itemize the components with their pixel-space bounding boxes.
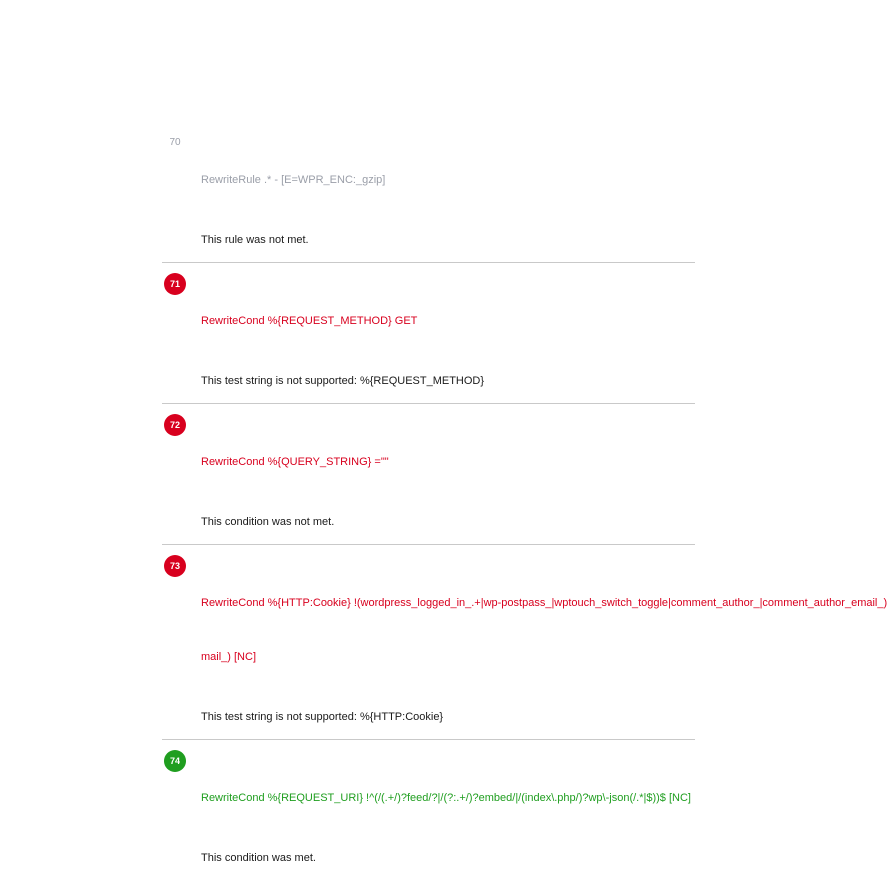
line-number: 70: [169, 136, 181, 148]
rule-result: This condition was met.: [201, 852, 316, 864]
rule-directive: [201, 553, 887, 702]
rule-result: This test string is not supported: %{REQUEST_METHOD}: [201, 375, 485, 387]
rewrite-rule-results: [162, 128, 887, 880]
line-number-badge: 74: [164, 750, 186, 772]
rule-result: This test string is not supported: %{HTTP:Cookie}: [201, 711, 444, 723]
directive-line: RewriteRule .* - [E=WPR_ENC:_gzip]: [201, 174, 386, 186]
rule-directive: [201, 130, 695, 225]
rule-row-71: [162, 263, 695, 404]
line-number-badge: 71: [164, 273, 186, 295]
line-number-badge: 73: [164, 555, 186, 577]
rule-row-74: [162, 740, 695, 880]
rule-row-72: [162, 404, 695, 545]
rule-row-73: [162, 545, 887, 740]
rule-row-70: [162, 128, 695, 263]
rule-result: This rule was not met.: [201, 234, 309, 246]
rule-directive: [201, 748, 695, 843]
directive-line: mail_) [NC]: [201, 651, 257, 663]
directive-line: RewriteCond %{REQUEST_URI} !^(/(.+/)?feed/?|/(?:.+/)?embed/|/(index\.php/)?wp\-json(/.*|$))$ [NC]: [201, 792, 691, 804]
rule-directive: [201, 412, 695, 507]
directive-line: RewriteCond %{REQUEST_METHOD} GET: [201, 315, 418, 327]
directive-line: RewriteCond %{HTTP:Cookie} !(wordpress_logged_in_.+|wp-postpass_|wptouch_switch_toggle|comment_author_|comment_author_email_): [201, 597, 887, 609]
line-number-badge: 72: [164, 414, 186, 436]
rule-result: This condition was not met.: [201, 516, 335, 528]
rule-directive: [201, 271, 695, 366]
directive-line: RewriteCond %{QUERY_STRING} ="": [201, 456, 389, 468]
